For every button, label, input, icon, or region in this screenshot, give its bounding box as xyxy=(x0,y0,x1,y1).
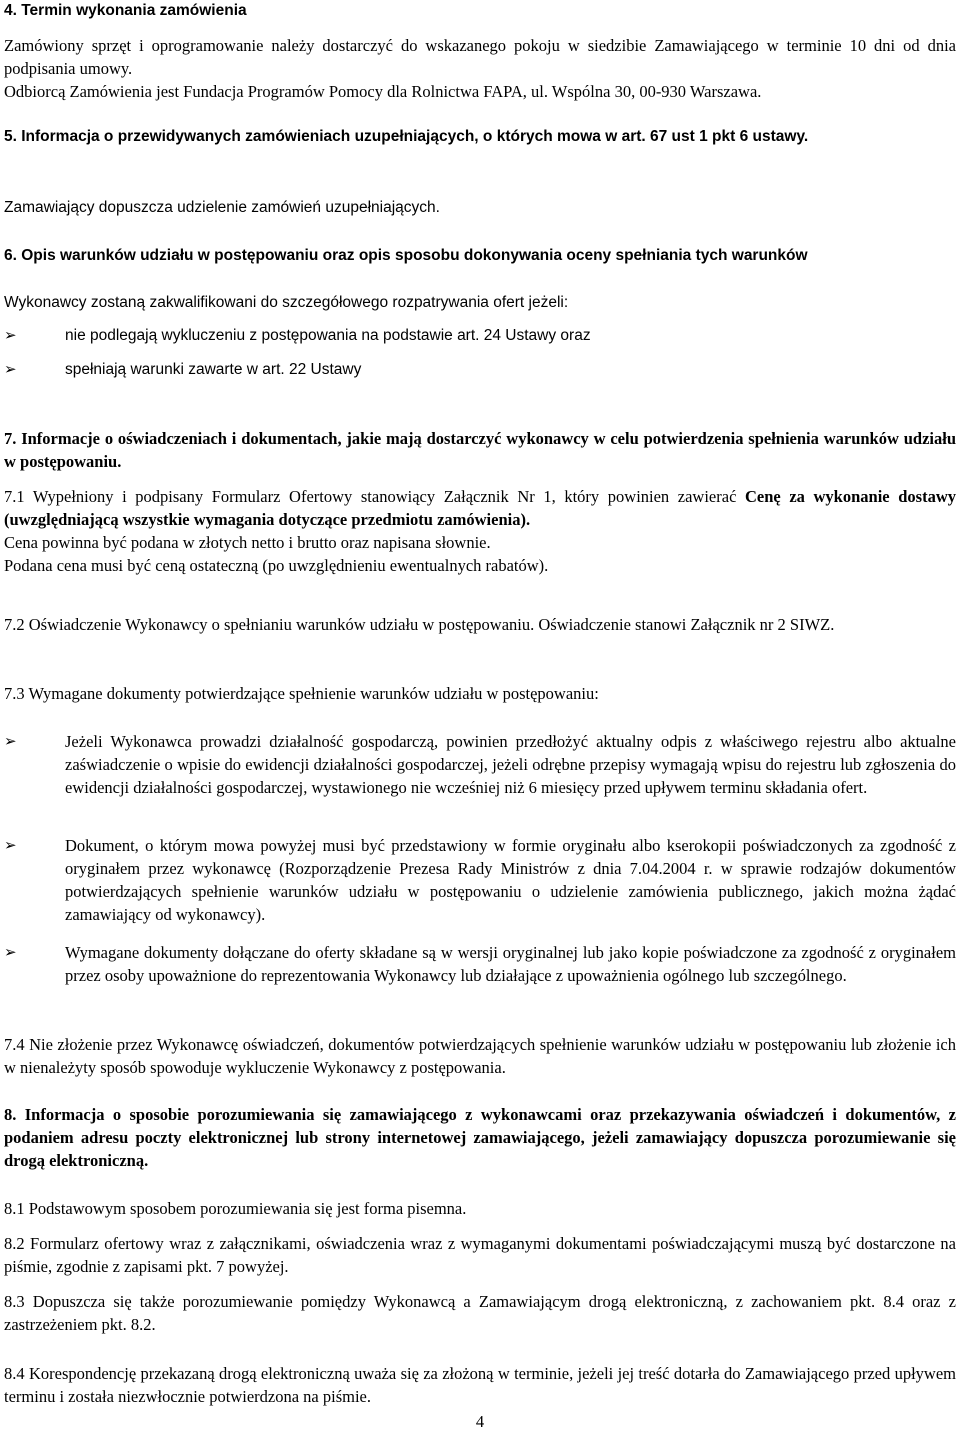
section-6-intro: Wykonawcy zostaną zakwalifikowani do szczegółowego rozpatrywania ofert jeżeli: xyxy=(4,294,569,311)
section-8-4: 8.4 Korespondencję przekazaną drogą elektroniczną uważa się za złożoną w terminie, jeżeli jej treść dotarła do Zamawiającego przed upływem terminu i została niezwłocznie potwierdzona na piśmie. xyxy=(4,1364,956,1406)
section-7-1-text: 7.1 Wypełniony i podpisany Formularz Ofertowy stanowiący Załącznik Nr 1, który powinien zawierać xyxy=(4,487,745,506)
section-4-heading: 4. Termin wykonania zamówienia xyxy=(4,2,247,19)
section-5-text: Zamawiający dopuszcza udzielenie zamówień uzupełniających. xyxy=(4,199,440,216)
section-7-2: 7.2 Oświadczenie Wykonawcy o spełnianiu warunków udziału w postępowaniu. Oświadczenie stanowi Załącznik nr 2 SIWZ. xyxy=(4,615,835,634)
section-7-1-final-price-note: Podana cena musi być ceną ostateczną (po uwzględnieniu ewentualnych rabatów). xyxy=(4,556,549,575)
section-7-4: 7.4 Nie złożenie przez Wykonawcę oświadczeń, dokumentów potwierdzających spełnienie warunków udziału w postępowaniu lub złożenie ich w nienależyty sposób spowoduje wykluczenie Wykonawcy z postępowania. xyxy=(4,1035,956,1077)
section-7-3-bullet-3: Wymagane dokumenty dołączane do oferty składane są w wersji oryginalnej lub jako kopie poświadczone za zgodność z oryginałem przez osoby upoważnione do reprezentowania Wykonawcy lub działające z upoważnienia ogólnego lub szczególnego. xyxy=(65,943,956,985)
section-4-paragraph-1: Zamówiony sprzęt i oprogramowanie należy dostarczyć do wskazanego pokoju w siedzibie Zamawiającego w terminie 10 dni od dnia podpisania umowy. xyxy=(4,36,956,78)
section-8-heading: 8. Informacja o sposobie porozumiewania się zamawiającego z wykonawcami oraz przekazywania oświadczeń i dokumentów, z podaniem adresu poczty elektronicznej lub strony internetowej zamawiającego, jeżeli zamawiający dopuszcza porozumiewanie się drogą elektroniczną. xyxy=(4,1105,956,1170)
section-7-1-price-note: Cena powinna być podana w złotych netto i brutto oraz napisana słownie. xyxy=(4,533,491,552)
list-item xyxy=(4,941,956,987)
section-8-2: 8.2 Formularz ofertowy wraz z załącznikami, oświadczenia wraz z wymaganymi dokumentami poświadczającymi muszą być dostarczone na piśmie, zgodnie z zapisami pkt. 7 powyżej. xyxy=(4,1234,956,1276)
section-4-paragraph-2: Odbiorcą Zamówienia jest Fundacja Programów Pomocy dla Rolnictwa FAPA, ul. Wspólna 30, 00-930 Warszawa. xyxy=(4,82,762,101)
section-7-3-bullet-2: Dokument, o którym mowa powyżej musi być przedstawiony w formie oryginału albo kserokopii poświadczonych za zgodność z oryginałem przez wykonawcę (Rozporządzenie Prezesa Rady Ministrów z dnia 7.04.2004 r. w sprawie rodzajów dokumentów potwierdzających spełnienie warunków udziału w postępowaniu o udzielenie zamówienia publicznego, jakich można żądać zamawiający od wykonawcy). xyxy=(65,836,956,924)
arrow-bullet-icon: ➢ xyxy=(4,360,17,378)
section-6-bullet-2: spełniają warunki zawarte w art. 22 Ustawy xyxy=(65,361,362,378)
section-7-3-bullet-1: Jeżeli Wykonawca prowadzi działalność gospodarczą, powinien przedłożyć aktualny odpis z właściwego rejestru albo aktualne zaświadczenie o wpisie do ewidencji działalności gospodarczej, jeżeli odrębne przepisy wymagają wpisu do rejestru lub zgłoszenia do ewidencji działalności gospodarczej, wystawionego nie wcześniej niż 6 miesięcy przed upływem terminu składania ofert. xyxy=(65,732,956,797)
list-item xyxy=(4,730,956,799)
arrow-bullet-icon: ➢ xyxy=(4,732,17,750)
section-7-1 xyxy=(4,485,956,577)
page-number: 4 xyxy=(475,1412,485,1431)
section-8-3: 8.3 Dopuszcza się także porozumiewanie pomiędzy Wykonawcą a Zamawiającym drogą elektroniczną, z zachowaniem pkt. 8.4 oraz z zastrzeżeniem pkt. 8.2. xyxy=(4,1292,956,1334)
arrow-bullet-icon: ➢ xyxy=(4,836,17,854)
section-7-heading: 7. Informacje o oświadczeniach i dokumentach, jakie mają dostarczyć wykonawcy w celu potwierdzenia spełnienia warunków udziału w postępowaniu. xyxy=(4,429,956,471)
section-8-1: 8.1 Podstawowym sposobem porozumiewania się jest forma pisemna. xyxy=(4,1199,467,1218)
list-item xyxy=(4,358,956,381)
section-6-bullet-1: nie podlegają wykluczeniu z postępowania na podstawie art. 24 Ustawy oraz xyxy=(65,327,591,344)
section-7-3: 7.3 Wymagane dokumenty potwierdzające spełnienie warunków udziału w postępowaniu: xyxy=(4,684,599,703)
section-6-heading: 6. Opis warunków udziału w postępowaniu oraz opis sposobu dokonywania oceny spełniania tych warunków xyxy=(4,247,808,264)
arrow-bullet-icon: ➢ xyxy=(4,326,17,344)
arrow-bullet-icon: ➢ xyxy=(4,943,17,961)
list-item xyxy=(4,324,956,347)
section-7-1-bold-text: Cenę za wykonanie dostawy (uwzględniającą wszystkie wymagania dotyczące przedmiotu zamówienia). xyxy=(4,487,956,529)
section-7-1-paragraph xyxy=(4,485,956,531)
section-5-heading: 5. Informacja o przewidywanych zamówieniach uzupełniających, o których mowa w art. 67 ust 1 pkt 6 ustawy. xyxy=(4,128,809,145)
list-item xyxy=(4,834,956,926)
